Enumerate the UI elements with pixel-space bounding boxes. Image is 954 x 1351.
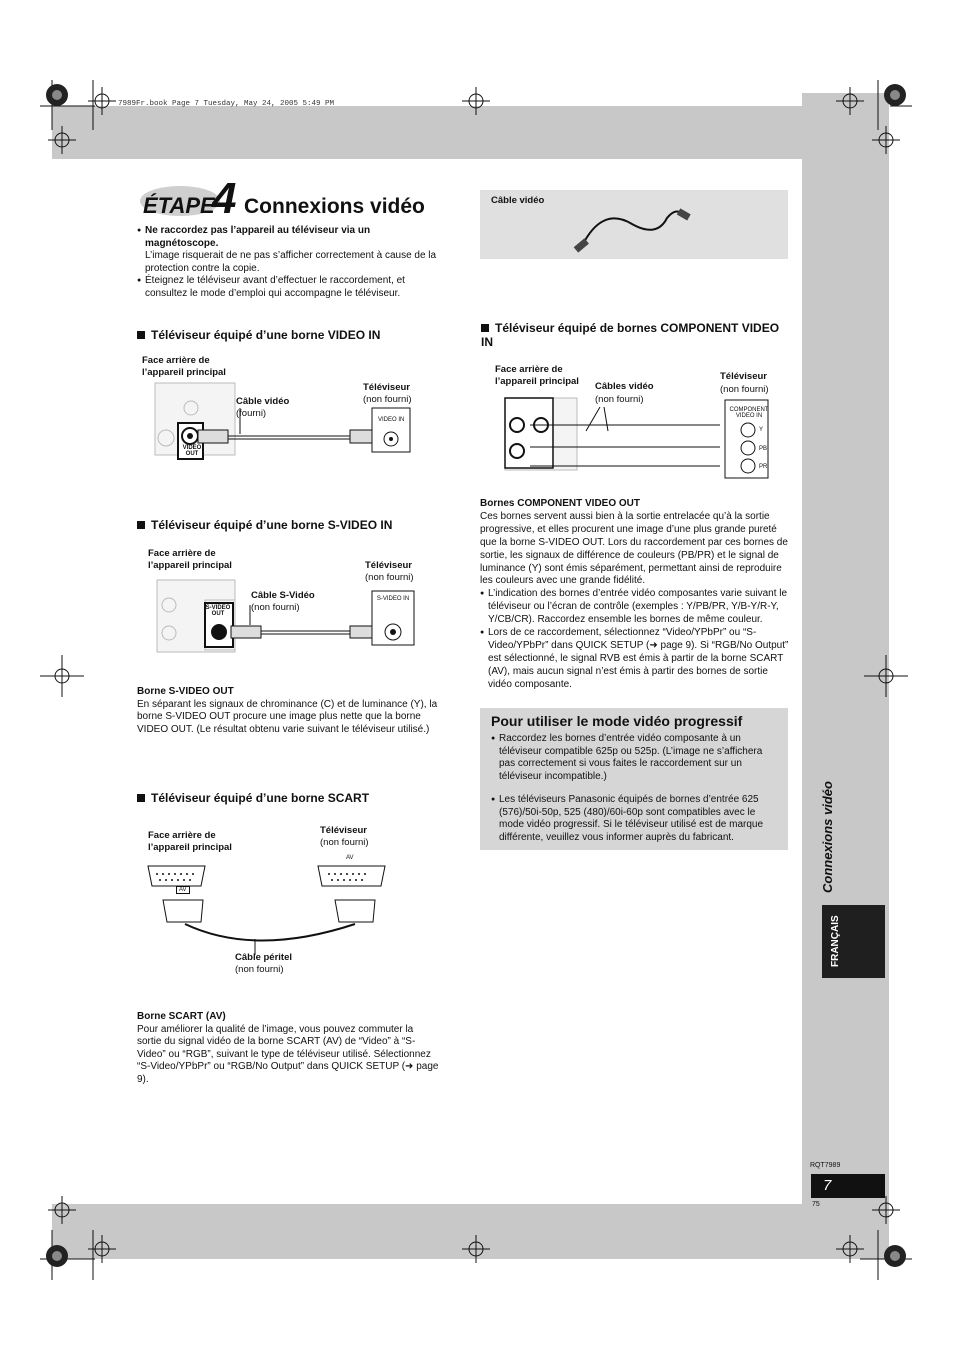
intro-bullet2-text: Éteignez le téléviseur avant d’effectuer le raccordement, et consultez le mode d’emploi qui accompagne le téléviseur.: [145, 275, 405, 299]
cable-box-label: Câble vidéo: [491, 195, 545, 206]
video-in-rear-label: Face arrière de l’appareil principal: [142, 355, 226, 378]
page-title: [140, 174, 440, 223]
scart-cable-label: Câble péritel: [235, 952, 293, 963]
small-number: 75: [812, 1201, 820, 1208]
model-number: RQT7989: [810, 1162, 841, 1169]
book-line: 7989Fr.book Page 7 Tuesday, May 24, 2005 5:49 PM: [118, 100, 335, 108]
svideo-desc-title: Borne S-VIDEO OUT: [137, 686, 234, 697]
svideo-in-tv-sub: (non fourni): [365, 572, 414, 583]
component-bullet1: ● L’indication des bornes d’entrée vidéo composantes varie suivant le téléviseur ou l’écran de contrôle (exemples : Y/PB/PR, Y/B-Y/R-Y, Y/CB/CR). Raccordez ensemble les bornes de même couleur.: [480, 588, 790, 627]
component-cable-sub: (non fourni): [595, 394, 644, 405]
scart-desc: [137, 1011, 439, 1086]
svideo-in-cable-label: Câble S-Vidéo: [251, 590, 315, 601]
etape-number: 4: [212, 174, 237, 223]
scart-desc-text: Pour améliorer la qualité de l’image, vous pouvez commuter la sortie du signal vidéo de la borne SCART (AV) de “Video” à “S-Video” ou “RGB”, suivant le type de téléviseur utilisé. Sélectionnez “S-Video/YPbPr” ou “RGB/No Output” dans QUICK SETUP (➜ page 9).: [137, 1023, 439, 1085]
component-desc: [480, 498, 790, 692]
svideo-desc: [137, 686, 442, 736]
component-cable-label: Câbles vidéo: [595, 381, 654, 392]
video-in-tv-port: VIDEO IN: [378, 417, 405, 423]
component-tv-port: COMPONENT VIDEO IN: [729, 407, 769, 419]
cable-box: [480, 190, 788, 259]
video-in-cable-sub: (fourni): [236, 408, 267, 419]
scart-tv-label: Téléviseur: [320, 825, 367, 836]
svideo-in-tv-label: Téléviseur: [365, 560, 412, 571]
svideo-in-cable-sub: (non fourni): [251, 602, 300, 613]
component-bullet2: ● Lors de ce raccordement, sélectionnez “Video/YPbPr” ou “S-Video/YPbPr” dans QUICK SETUP (➜ page 9). Si “RGB/No Output” est sélectionné, le signal RVB est émis à partir de la borne SCART (AV), mais aucun signal n’est émis à partir des bornes de sortie vidéo composante.: [480, 627, 790, 692]
scart-cable-sub: (non fourni): [235, 964, 284, 975]
page-number: 7: [823, 1177, 832, 1194]
page-number-box: [811, 1174, 885, 1198]
progressive-box: [480, 708, 788, 850]
svideo-in-diagram: [155, 575, 455, 655]
svideo-in-rear-label: Face arrière de l’appareil principal: [148, 548, 232, 571]
scart-tv-port: AV: [346, 855, 354, 861]
language-tab: [822, 905, 885, 978]
component-port-y: Y: [759, 427, 764, 433]
component-tv-label: Téléviseur: [720, 371, 767, 382]
video-cable-icon: [572, 206, 692, 256]
component-heading: Téléviseur équipé de bornes COMPONENT VIDEO IN: [481, 321, 780, 349]
scart-rear-label: Face arrière de l’appareil principal: [148, 830, 232, 853]
component-port-pr: PR: [759, 464, 768, 470]
video-in-unit-port: VIDEO OUT: [182, 445, 202, 457]
svideo-in-heading: Téléviseur équipé d’une borne S-VIDEO IN: [137, 518, 392, 532]
component-port-pb: PB: [759, 446, 768, 452]
etape-word: ÉTAPE: [143, 193, 215, 218]
progressive-bullet1: ● Raccordez les bornes d’entrée vidéo composante à un téléviseur compatible 625p ou 525p. (L’image ne s’affichera pas correctement si vous faites le raccordement sur un téléviseur incompatible.): [491, 733, 779, 783]
language-tab-label: FRANÇAIS: [830, 915, 841, 967]
svideo-in-unit-port: S-VIDEO OUT: [205, 605, 231, 617]
progressive-bullet2: ● Les téléviseurs Panasonic équipés de bornes d’entrée 625 (576)/50i-50p, 525 (480)/60i-60p sont compatibles avec le mode vidéo progressif. Si le téléviseur utilisé est de marque différente, veuillez vous informer auprès du fabricant.: [491, 794, 779, 844]
intro: [137, 225, 437, 300]
component-rear-label: Face arrière de l’appareil principal: [495, 364, 579, 387]
video-in-tv-sub: (non fourni): [363, 394, 412, 405]
intro-bullet1-bold: Ne raccordez pas l’appareil au téléviseur via un magnétoscope.: [145, 225, 371, 249]
component-desc-title: Bornes COMPONENT VIDEO OUT: [480, 498, 641, 509]
video-in-heading: Téléviseur équipé d’une borne VIDEO IN: [137, 328, 380, 342]
scart-heading: Téléviseur équipé d’une borne SCART: [137, 791, 369, 805]
svideo-desc-text: En séparant les signaux de chrominance (C) et de luminance (Y), la borne S-VIDEO OUT procure une image plus nette que la borne VIDEO OUT. (Le résultat obtenu varie suivant le téléviseur utilisé.): [137, 698, 438, 735]
component-tv-sub: (non fourni): [720, 384, 769, 395]
scart-tv-sub: (non fourni): [320, 837, 369, 848]
scart-desc-title: Borne SCART (AV): [137, 1011, 226, 1022]
component-desc-text: Ces bornes servent aussi bien à la sortie entrelacée qu’à la sortie progressive, et elles procurent une image d’une plus grande pureté que la borne S-VIDEO OUT. Lors du raccordement par ces bornes de sortie, les signaux de différence de couleurs (PB/PR) et le signal de luminance (Y) sont émis séparément, permettant ainsi de reproduire les couleurs avec une grande fidélité.: [480, 510, 788, 587]
progressive-title: Pour utiliser le mode vidéo progressif: [491, 713, 743, 729]
sidebar-section-label: Connexions vidéo: [820, 781, 835, 893]
scart-unit-port: AV: [176, 886, 190, 894]
svideo-in-tv-port: S-VIDEO IN: [376, 596, 410, 602]
intro-bullet1-text: L’image risquerait de ne pas s’afficher correctement à cause de la protection contre la copie.: [145, 250, 437, 274]
video-in-cable-label: Câble vidéo: [236, 396, 290, 407]
video-in-tv-label: Téléviseur: [363, 382, 410, 393]
title-text: Connexions vidéo: [244, 195, 425, 218]
progressive-body: [491, 733, 779, 844]
